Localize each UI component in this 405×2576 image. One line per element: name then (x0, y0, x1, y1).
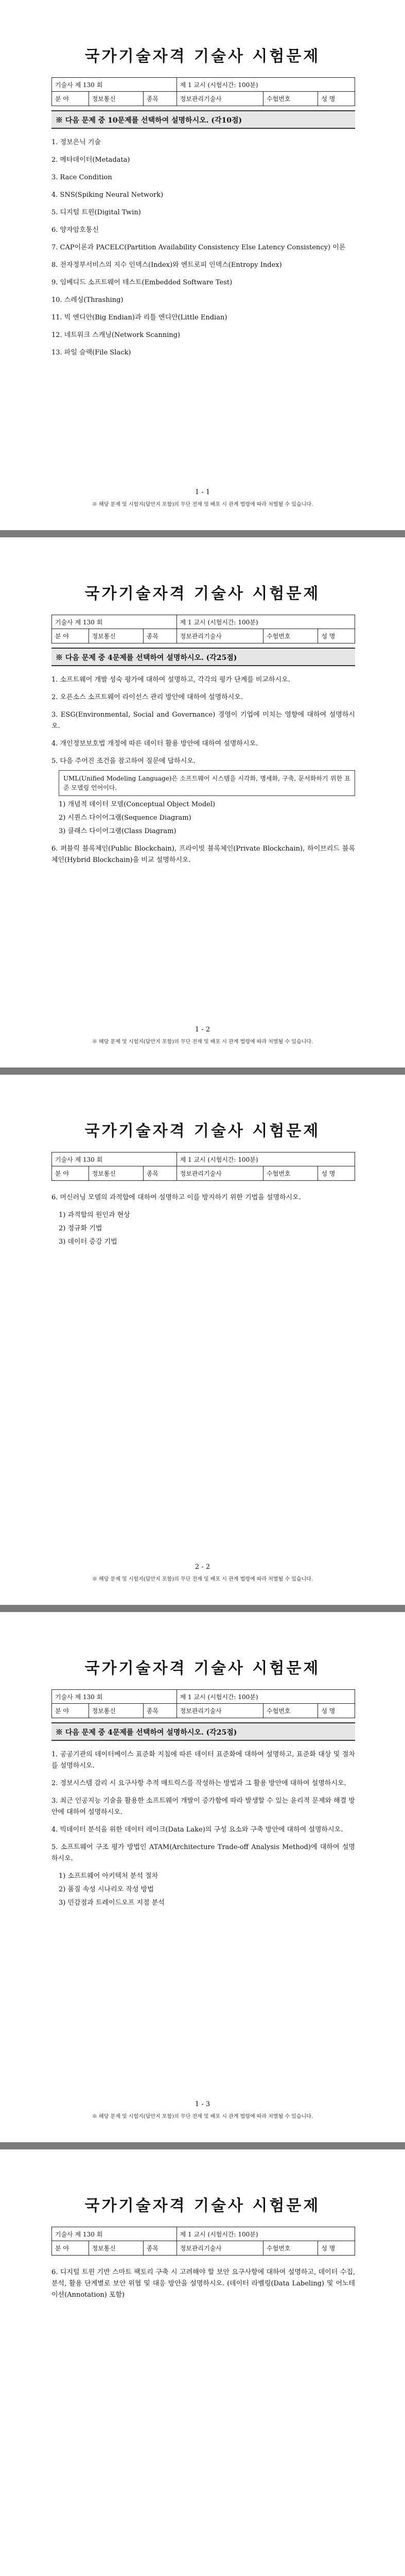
page-title: 국가기술자격 기술사 시험문제 (84, 2197, 321, 2215)
name-label: 성 명 (318, 2241, 355, 2256)
name-label: 성 명 (318, 92, 355, 106)
field: 정보통신 (89, 2241, 143, 2256)
exam-page-3 (0, 1075, 405, 1605)
instruction-banner: ※ 다음 문제 중 10문제를 선택하여 설명하시오. (각10점) (51, 110, 355, 129)
instruction-banner: ※ 다음 문제 중 4문제를 선택하여 설명하시오. (각25점) (51, 1722, 355, 1741)
question: 12. 네트워크 스캐닝(Network Scanning) (51, 331, 180, 339)
session: 기술사 제 130 회 (52, 78, 177, 92)
field: 정보통신 (89, 1704, 143, 1718)
footer-notice: ※ 해당 문제 및 시험지(답안지 포함)의 무단 전재 및 배포 시 관계 법령에 따라 처벌될 수 있습니다. (92, 1039, 313, 1045)
question-text: 5. 다음 주어진 조건을 참고하여 질문에 답하시오. (51, 757, 196, 765)
page-title: 국가기술자격 기술사 시험문제 (84, 1122, 321, 1140)
sub-question: 3) 데이터 증강 기법 (59, 1238, 117, 1246)
question: 3. ESG(Environmental, Social and Governance) 경영이 기업에 미치는 영향에 대하여 설명하시오. (51, 711, 355, 730)
question: 4. SNS(Spiking Neural Network) (51, 191, 164, 199)
field-label: 분 야 (52, 92, 89, 106)
exam-header (51, 615, 355, 643)
period: 제 1 교시 (시험시간: 100분) (177, 1153, 355, 1166)
footer-notice: ※ 해당 문제 및 시험지(답안지 포함)의 무단 전재 및 배포 시 관계 법령에 따라 처벌될 수 있습니다. (92, 2114, 313, 2120)
question-list (51, 1749, 355, 1911)
exam-page-5 (0, 2149, 405, 2576)
question: 6. 퍼블릭 블록체인(Public Blockchain), 프라이빗 블록체인(Private Blockchain), 하이브리드 블록체인(Hybrid Blockchain)을 비교 설명하시오. (51, 845, 355, 864)
page-title: 국가기술자격 기술사 시험문제 (84, 1659, 321, 1677)
page-title: 국가기술자격 기술사 시험문제 (84, 47, 321, 65)
footer-notice: ※ 해당 문제 및 시험지(답안지 포함)의 무단 전재 및 배포 시 관계 법령에 따라 처벌될 수 있습니다. (92, 1577, 313, 1582)
type: 정보관리기술사 (177, 1166, 263, 1181)
condition-box: UML(Unified Modeling Language)은 소프트웨어 시스템을 시각화, 명세화, 구축, 문서화하기 위한 표준 모델링 언어이다. (59, 770, 355, 796)
question: 2. 메타데이터(Metadata) (51, 156, 130, 164)
field-label: 분 야 (52, 629, 89, 643)
exam-header (51, 1152, 355, 1181)
period: 제 1 교시 (시험시간: 100분) (177, 78, 355, 92)
session: 기술사 제 130 회 (52, 1153, 177, 1166)
page-number: 1 - 1 (195, 488, 210, 496)
sub-question: 2) 품질 속성 시나리오 작성 방법 (59, 1886, 154, 1893)
num-label: 수험번호 (263, 1704, 318, 1718)
field-label: 분 야 (52, 2241, 89, 2256)
question-list (51, 1192, 355, 1250)
question: 3. 최근 인공지능 기술을 활용한 소프트웨어 개발이 증가함에 따라 발생할 수 있는 윤리적 문제와 해결 방안에 대하여 설명하시오. (51, 1797, 355, 1816)
exam-page-2 (0, 537, 405, 1067)
session: 기술사 제 130 회 (52, 1690, 177, 1704)
name-label: 성 명 (318, 1166, 355, 1181)
question: 2. 오픈소스 소프트웨어 라이선스 관리 방안에 대하여 설명하시오. (51, 693, 243, 701)
sub-question: 1) 과적합의 원인과 현상 (59, 1211, 130, 1219)
sub-question: 3) 민감점과 트레이드오프 지점 분석 (59, 1899, 165, 1907)
page-number: 1 - 3 (195, 2100, 210, 2108)
exam-header (51, 1689, 355, 1718)
type: 정보관리기술사 (177, 629, 263, 643)
type: 정보관리기술사 (177, 2241, 263, 2256)
question: 5. 소프트웨어 구조 평가 방법인 ATAM(Architecture Trade-off Analysis Method)에 대하여 설명하시오. (51, 1843, 355, 1862)
sub-question: 2) 시퀀스 다이어그램(Sequence Diagram) (59, 814, 191, 822)
num-label: 수험번호 (263, 1166, 318, 1181)
type-label: 종목 (143, 629, 177, 643)
type-label: 종목 (143, 92, 177, 106)
question: 9. 임베디드 소프트웨어 테스트(Embedded Software Test) (51, 279, 233, 286)
question: 4. 개인정보보호법 개정에 따른 데이터 활용 방안에 대하여 설명하시오. (51, 740, 258, 748)
question-list (51, 674, 355, 872)
question: 1. 공공기관의 데이터베이스 표준화 지침에 따른 데이터 표준화에 대하여 설명하고, 표준화 대상 및 절차를 설명하시오. (51, 1751, 355, 1770)
exam-page-4 (0, 1612, 405, 2142)
question: 6. 디지털 트윈 기반 스마트 팩토리 구축 시 고려해야 할 보안 요구사항에 대하여 설명하고, 데이터 수집, 분석, 활용 단계별로 보안 위협 및 대응 방안을 설명하시오. (데이터 라벨링(Data Labeling) 및 어노테이션(Annotation) 포함) (51, 2268, 355, 2299)
question: 6. 머신러닝 모델의 과적합에 대하여 설명하고 이를 방지하기 위한 기법을 설명하시오. (51, 1194, 301, 1201)
name-label: 성 명 (318, 629, 355, 643)
sub-question: 1) 소프트웨어 아키텍처 분석 절차 (59, 1872, 159, 1880)
type: 정보관리기술사 (177, 92, 263, 106)
question: 8. 전자정부서비스의 지수 인덱스(Index)와 엔트로피 인덱스(Entropy Index) (51, 261, 282, 269)
question-list (51, 137, 355, 365)
num-label: 수험번호 (263, 629, 318, 643)
sub-question: 1) 개념적 데이터 모델(Conceptual Object Model) (59, 801, 216, 808)
question: 10. 스레싱(Thrashing) (51, 296, 124, 304)
field-label: 분 야 (52, 1166, 89, 1181)
question: 6. 양자암호통신 (51, 226, 99, 234)
question: 7. CAP이론과 PACELC(Partition Availability Consistency Else Latency Consistency) 이론 (51, 244, 346, 251)
session: 기술사 제 130 회 (52, 2227, 177, 2241)
session: 기술사 제 130 회 (52, 615, 177, 629)
question: 5. 디지털 트윈(Digital Twin) (51, 209, 141, 216)
page-number: 1 - 2 (195, 1026, 210, 1033)
type-label: 종목 (143, 1704, 177, 1718)
question-list (51, 2267, 355, 2307)
exam-header (51, 77, 355, 106)
field-label: 분 야 (52, 1704, 89, 1718)
sub-question: 3) 클래스 다이어그램(Class Diagram) (59, 827, 177, 835)
instruction-banner: ※ 다음 문제 중 4문제를 선택하여 설명하시오. (각25점) (51, 648, 355, 666)
period: 제 1 교시 (시험시간: 100분) (177, 1690, 355, 1704)
type: 정보관리기술사 (177, 1704, 263, 1718)
sub-question: 2) 정규화 기법 (59, 1225, 102, 1232)
field: 정보통신 (89, 629, 143, 643)
type-label: 종목 (143, 1166, 177, 1181)
question (51, 756, 355, 837)
period: 제 1 교시 (시험시간: 100분) (177, 615, 355, 629)
field: 정보통신 (89, 1166, 143, 1181)
question: 3. Race Condition (51, 174, 112, 181)
page-title: 국가기술자격 기술사 시험문제 (84, 585, 321, 603)
exam-page-1 (0, 0, 405, 530)
question: 13. 파일 슬랙(File Slack) (51, 349, 131, 357)
question: 4. 빅데이터 분석을 위한 데이터 레이크(Data Lake)의 구성 요소와 구축 방안에 대하여 설명하시오. (51, 1826, 343, 1834)
question: 11. 빅 엔디안(Big Endian)과 리틀 엔디안(Little Endian) (51, 314, 227, 321)
type-label: 종목 (143, 2241, 177, 2256)
question: 1. 소프트웨어 개발 성숙 평가에 대하여 설명하고, 각각의 평가 단계를 비교하시오. (51, 676, 290, 684)
period: 제 1 교시 (시험시간: 100분) (177, 2227, 355, 2241)
field: 정보통신 (89, 92, 143, 106)
num-label: 수험번호 (263, 92, 318, 106)
num-label: 수험번호 (263, 2241, 318, 2256)
question: 2. 정보시스템 감리 시 요구사항 추적 매트릭스를 작성하는 방법과 그 활용 방안에 대하여 설명하시오. (51, 1780, 346, 1787)
page-number: 2 - 2 (195, 1563, 210, 1571)
footer-notice: ※ 해당 문제 및 시험지(답안지 포함)의 무단 전재 및 배포 시 관계 법령에 따라 처벌될 수 있습니다. (92, 502, 313, 507)
question: 1. 정보은닉 기술 (51, 139, 101, 146)
exam-header (51, 2227, 355, 2256)
name-label: 성 명 (318, 1704, 355, 1718)
